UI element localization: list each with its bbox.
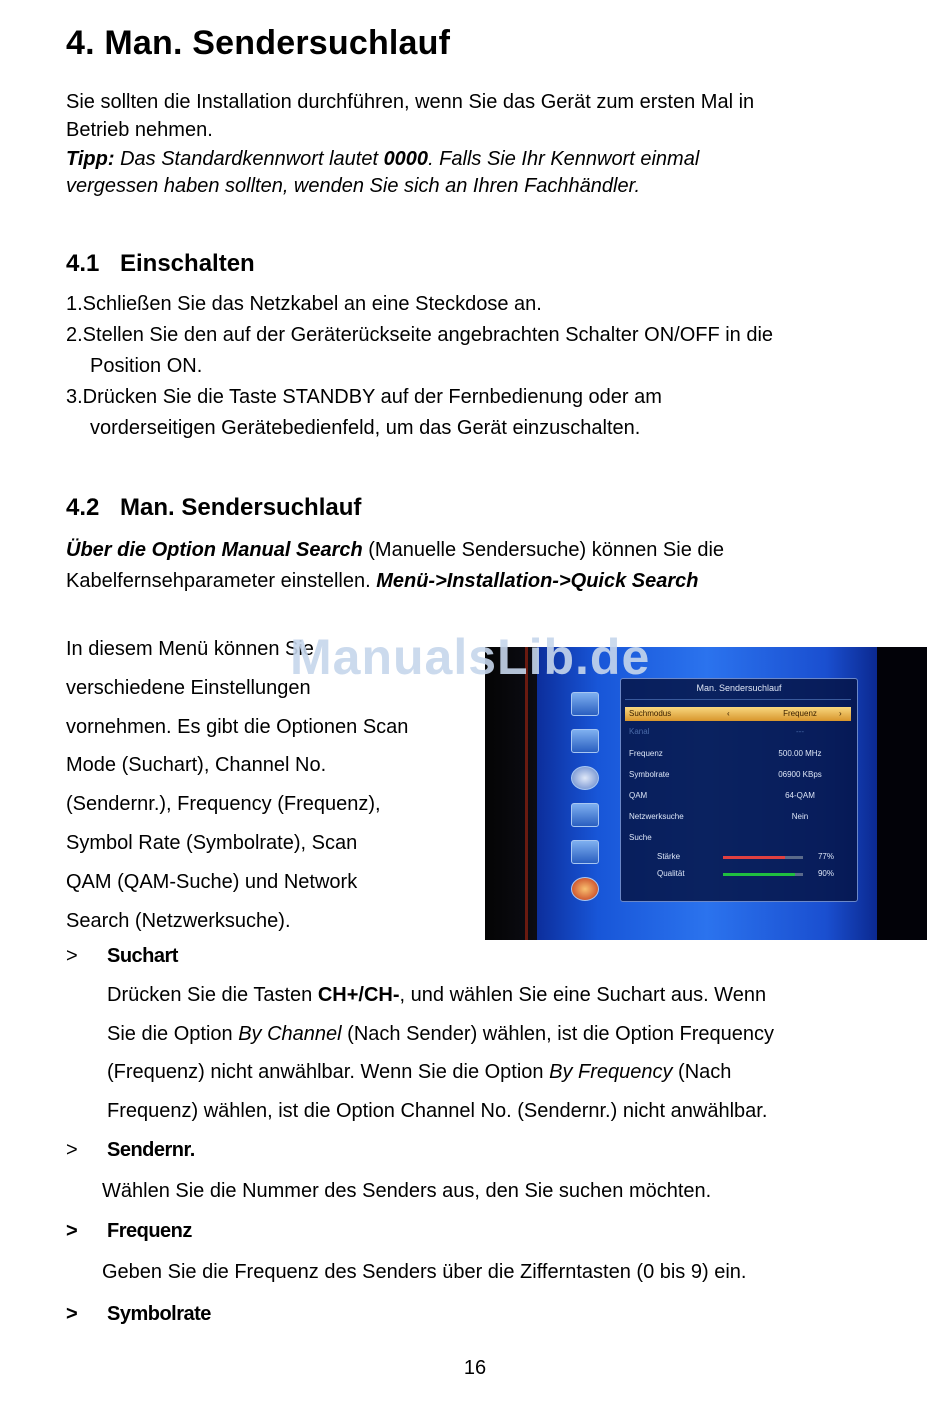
page-title: 4. Man. Sendersuchlauf xyxy=(66,24,451,62)
symbol-rate-label: Symbolrate xyxy=(629,770,670,779)
strength-bar xyxy=(723,856,785,859)
arrow-right-icon: › xyxy=(839,709,842,718)
sendernr-description: Wählen Sie die Nummer des Senders aus, den Sie suchen möchten. xyxy=(102,1180,712,1202)
picture-icon xyxy=(571,840,599,864)
menu-screenshot xyxy=(485,647,927,940)
disc-icon xyxy=(571,877,599,901)
bullet-frequenz xyxy=(66,1220,192,1243)
watermark: ManualsLib.de xyxy=(290,629,651,685)
section-4-2-number: 4.2 xyxy=(66,494,100,521)
power-on-steps xyxy=(66,289,773,444)
intro-line-2: Betrieb nehmen. xyxy=(66,119,213,141)
bullet-suchart xyxy=(66,945,178,968)
channel-row[interactable] xyxy=(625,725,851,739)
satellite-icon xyxy=(571,729,599,753)
bullet-sendernr xyxy=(66,1139,195,1162)
tip-code: 0000 xyxy=(383,148,429,170)
tip-label: Tipp: xyxy=(66,148,115,170)
bullet-heading: Sendernr. xyxy=(107,1139,195,1161)
section-4-1-title: Einschalten xyxy=(120,250,255,277)
list-item: 1.Schließen Sie das Netzkabel an eine Steckdose an. xyxy=(66,293,542,315)
quality-row xyxy=(625,867,851,881)
section-4-2-title: Man. Sendersuchlauf xyxy=(120,494,362,521)
frequency-row[interactable] xyxy=(625,747,851,761)
strength-label: Stärke xyxy=(657,852,681,861)
qam-value: 64-QAM xyxy=(785,791,815,800)
search-panel xyxy=(620,678,858,902)
list-item: vornehmen. Es gibt die Optionen Scan xyxy=(66,715,409,738)
bullet-marker: > xyxy=(66,1220,78,1242)
by-frequency-option: By Frequency xyxy=(549,1061,673,1084)
bullet-heading: Frequenz xyxy=(107,1220,192,1242)
list-item: In diesem Menü können Sie xyxy=(66,638,314,660)
frequenz-description: Geben Sie die Frequenz des Senders über die Zifferntasten (0 bis 9) ein. xyxy=(102,1261,747,1283)
bullet-symbolrate xyxy=(66,1303,211,1326)
suchart-text: Frequenz) wählen, ist die Option Channel No. (Sendernr.) nicht anwählbar. xyxy=(107,1099,768,1122)
download-icon xyxy=(571,803,599,827)
symbol-rate-row[interactable] xyxy=(625,768,851,782)
qam-row[interactable] xyxy=(625,789,851,803)
tv-icon xyxy=(571,692,599,716)
bullet-heading: Symbolrate xyxy=(107,1303,211,1325)
list-item: Mode (Suchart), Channel No. xyxy=(66,754,327,777)
screenshot-right-border xyxy=(877,647,927,940)
search-row[interactable] xyxy=(625,831,851,845)
manual-search-option: Über die Option Manual Search xyxy=(66,539,363,561)
suchart-text: Drücken Sie die Tasten xyxy=(107,984,318,1006)
quality-value: 90% xyxy=(817,869,834,878)
section-4-2-text-c: Kabelfernsehparameter einstellen. xyxy=(66,570,377,592)
qam-label: QAM xyxy=(629,791,648,800)
tip-line-2: vergessen haben sollten, wenden Sie sich an Ihren Fachhändler. xyxy=(66,175,641,197)
list-item: vorderseitigen Gerätebedienfeld, um das Gerät einzuschalten. xyxy=(90,417,641,439)
frequency-value: 500.00 MHz xyxy=(778,749,822,758)
gear-icon xyxy=(571,766,599,790)
suchart-text: (Nach xyxy=(672,1061,732,1084)
ch-keys: CH+/CH- xyxy=(317,984,400,1006)
scan-mode-label: Suchmodus xyxy=(629,709,672,718)
section-4-1-number: 4.1 xyxy=(66,250,100,277)
tip-paragraph xyxy=(66,146,699,200)
section-4-2-intro xyxy=(66,535,724,597)
network-search-row[interactable] xyxy=(625,810,851,824)
menu-path: Menü->Installation->Quick Search xyxy=(376,570,699,592)
by-channel-option: By Channel xyxy=(238,1022,342,1045)
strength-row xyxy=(625,850,851,864)
channel-value: --- xyxy=(796,727,804,736)
arrow-left-icon: ‹ xyxy=(727,709,730,718)
quality-label: Qualität xyxy=(657,869,685,878)
screenshot-left-border xyxy=(485,647,537,940)
tip-text-a: Das Standardkennwort lautet xyxy=(114,148,384,170)
suchart-text: , und wählen Sie eine Suchart aus. Wenn xyxy=(399,984,767,1006)
tip-text-b: . Falls Sie Ihr Kennwort einmal xyxy=(428,148,700,170)
panel-title: Man. Sendersuchlauf xyxy=(696,683,782,693)
intro-line-1: Sie sollten die Installation durchführen, wenn Sie das Gerät zum ersten Mal in xyxy=(66,91,755,113)
list-item: Symbol Rate (Symbolrate), Scan xyxy=(66,831,358,854)
bullet-heading: Suchart xyxy=(107,945,178,967)
menu-icon-column xyxy=(571,692,601,914)
section-4-2-heading xyxy=(66,494,361,522)
suchart-text: (Frequenz) nicht anwählbar. Wenn Sie die Option xyxy=(107,1061,550,1084)
list-item: 2.Stellen Sie den auf der Geräterückseite angebrachten Schalter ON/OFF in die xyxy=(66,324,774,346)
network-search-value: Nein xyxy=(791,812,809,821)
list-item: Search (Netzwerksuche). xyxy=(66,909,291,932)
divider xyxy=(625,699,851,700)
list-item: verschiedene Einstellungen xyxy=(66,676,311,699)
channel-label: Kanal xyxy=(629,727,650,736)
intro-paragraph xyxy=(66,88,754,144)
quality-bar xyxy=(723,873,795,876)
suchart-text: (Nach Sender) wählen, ist die Option Frequency xyxy=(341,1022,775,1045)
frequency-label: Frequenz xyxy=(629,749,663,758)
symbol-rate-value: 06900 KBps xyxy=(778,770,822,779)
bullet-marker: > xyxy=(66,945,78,967)
section-4-1-heading xyxy=(66,250,255,278)
strength-value: 77% xyxy=(817,852,834,861)
bullet-marker: > xyxy=(66,1303,78,1325)
list-item: Position ON. xyxy=(90,355,203,377)
suchart-text: Sie die Option xyxy=(107,1022,239,1045)
network-search-label: Netzwerksuche xyxy=(629,812,684,821)
page-number: 16 xyxy=(463,1357,487,1379)
scan-mode-value: Frequenz xyxy=(783,709,817,718)
list-item: 3.Drücken Sie die Taste STANDBY auf der Fernbedienung oder am xyxy=(66,386,662,408)
scan-mode-row[interactable] xyxy=(625,707,851,721)
search-label: Suche xyxy=(629,833,652,842)
bullet-marker: > xyxy=(66,1139,78,1161)
section-4-2-text-b: (Manuelle Sendersuche) können Sie die xyxy=(362,539,725,561)
list-item: QAM (QAM-Suche) und Network xyxy=(66,870,358,893)
list-item: (Sendernr.), Frequency (Frequenz), xyxy=(66,793,381,816)
suchart-description xyxy=(107,976,907,1130)
